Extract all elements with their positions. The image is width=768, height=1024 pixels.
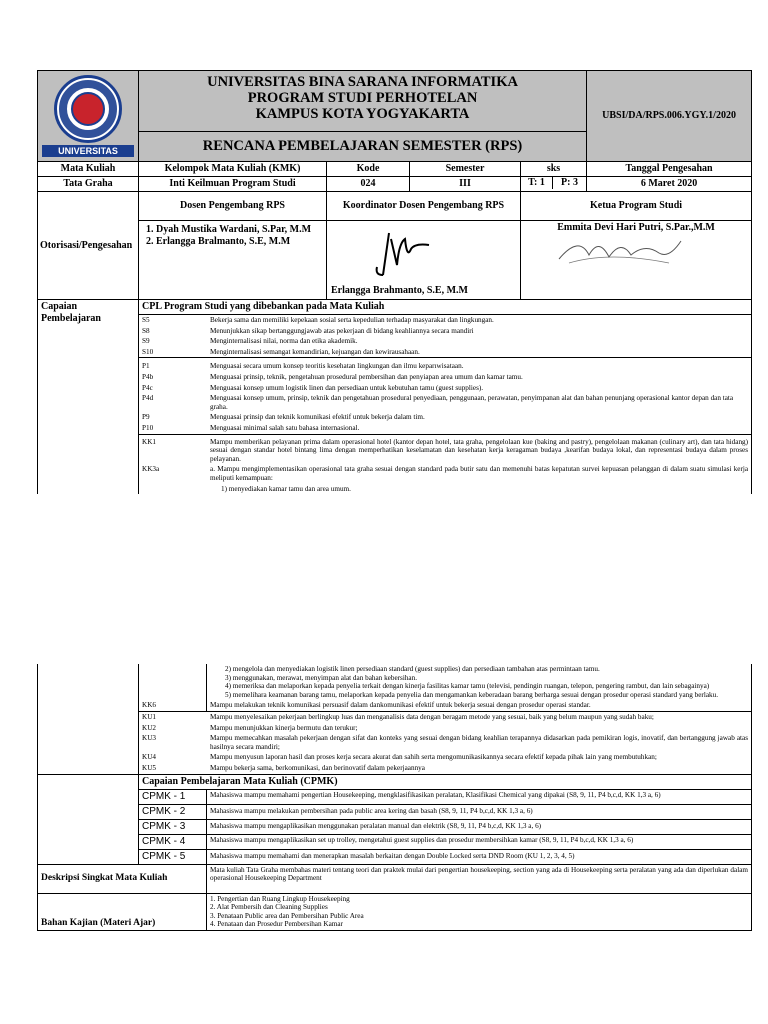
bahan-item: 2. Alat Pembersih dan Cleaning Supplies bbox=[210, 903, 328, 912]
logo-label: UNIVERSITAS bbox=[42, 145, 134, 157]
cpl-code: S10 bbox=[142, 347, 154, 356]
bahan-item: 4. Penataan dan Prosedur Pembersihan Kamar bbox=[210, 920, 343, 929]
university-logo bbox=[54, 75, 122, 143]
dev-header: Dosen Pengembang RPS bbox=[139, 192, 327, 221]
cpl-text: Mampu bekerja sama, berkomunikasi, dan berinovatif dalam pekerjaannya bbox=[210, 763, 425, 772]
cpl-code: KU3 bbox=[142, 734, 156, 743]
cpl-ku-block bbox=[139, 711, 752, 774]
cpl-kk-block bbox=[139, 434, 752, 494]
cpl-subitem: 2) mengelola dan menyediakan logistik linen persediaan standard (guest supplies) dan persediaan tambahan atas permintaan tamu. bbox=[225, 665, 600, 673]
coord-cell bbox=[327, 221, 521, 300]
auth-label: Otorisasi/Pengesahan bbox=[38, 192, 139, 300]
cpl-p-list bbox=[139, 358, 751, 433]
cpmk-label-cell bbox=[38, 774, 139, 864]
document-code: UBSI/DA/RPS.006.YGY.1/2020 bbox=[587, 71, 752, 162]
cpl-code: P4b bbox=[142, 372, 154, 381]
kk-code-blank bbox=[139, 664, 207, 700]
cpl-text: a. Mampu mengimplementasikan operasional tata graha sesuai dengan standard pada butir satu dan memenuhi batas kepatutan survei kepuasan pelanggan di dalam suatu simulasi kerja meliputi kemampuan: bbox=[210, 465, 749, 482]
dev-names bbox=[139, 221, 327, 300]
kk3a-cont bbox=[207, 664, 752, 700]
head-signature bbox=[549, 229, 689, 269]
cpl-text: Menguasai minimal salah satu bahasa internasional. bbox=[210, 423, 360, 432]
header-kmk: Kelompok Mata Kuliah (KMK) bbox=[139, 162, 327, 177]
continuation-label-cell bbox=[38, 664, 139, 774]
logo-cell bbox=[38, 71, 139, 162]
bahan-item: 3. Penataan Public area dan Pembersihan Public Area bbox=[210, 911, 364, 920]
cpl-code: P1 bbox=[142, 362, 150, 371]
sks-theory: T: 1 bbox=[521, 177, 553, 189]
cpl-text: Mampu melakukan teknik komunikasi persuasif dalam dankomunikasi efektif untuk bekerja sesuai dengan prosedur operasi standar. bbox=[207, 700, 752, 711]
cpmk-text: Mahasiswa mampu melakukan pembersihan pada public area kering dan basah (S8, 9, 11, P4 b,c,d, KK 1,3 a, 6) bbox=[207, 804, 752, 819]
coord-header: Koordinator Dosen Pengembang RPS bbox=[327, 192, 521, 221]
cpl-code: KU2 bbox=[142, 723, 156, 732]
cpl-text: Mampu menyusun laporan hasil dan proses kerja secara akurat dan sahih serta mengomunikasikannya secara efektif kepada pihak lain yang membutuhkan; bbox=[210, 753, 657, 762]
coord-signature bbox=[369, 225, 439, 281]
cpl-text: Menguasai secara umum konsep teoritis kesehatan lingkungan dan ilmu keparıwisataan. bbox=[210, 362, 464, 371]
header-semester: Semester bbox=[410, 162, 521, 177]
cpl-title: CPL Program Studi yang dibebankan pada Mata Kuliah bbox=[139, 300, 752, 315]
bahan-list bbox=[207, 893, 752, 930]
cpl-subitem: 1) menyediakan kamar tamu dan area umum. bbox=[221, 484, 351, 493]
header-mata-kuliah: Mata Kuliah bbox=[38, 162, 139, 177]
cpmk-code: CPMK - 5 bbox=[139, 849, 207, 864]
page-2 bbox=[0, 660, 768, 1024]
cpmk-code: CPMK - 3 bbox=[139, 819, 207, 834]
cpl-text: Bekerja sama dan memiliki kepekaan sosial serta kepedulian terhadap masyarakat dan lingkungan. bbox=[210, 316, 494, 324]
cpl-code: P4d bbox=[142, 394, 154, 403]
cpl-code: KK6 bbox=[139, 700, 207, 711]
cpl-text: Mampu menyelesaikan pekerjaan berlingkup luas dan menganalisis data dengan beragam metode yang sesuai, baik yang belum maupun yang sudah baku; bbox=[210, 712, 654, 721]
cpl-code: KU1 bbox=[142, 712, 156, 721]
header-kode: Kode bbox=[327, 162, 410, 177]
title-block bbox=[139, 71, 587, 132]
cpl-kk-list bbox=[139, 435, 751, 495]
cpl-code: KK3a bbox=[142, 465, 160, 474]
cpmk-code: CPMK - 2 bbox=[139, 804, 207, 819]
cpl-p-block bbox=[139, 358, 752, 434]
course-date: 6 Maret 2020 bbox=[587, 177, 752, 192]
course-semester: III bbox=[410, 177, 521, 192]
dev-name-1: 1. Dyah Mustika Wardani, S.Par, M.M bbox=[156, 224, 323, 236]
course-code: 024 bbox=[327, 177, 410, 192]
header-sks: sks bbox=[521, 162, 587, 177]
cpl-code: P10 bbox=[142, 423, 154, 432]
cpl-subitem: 3) menggunakan, merawat, menyimpan alat dan bahan kebersihan. bbox=[225, 673, 417, 682]
dev-name-2: 2. Erlangga Bralmanto, S.E, M.M bbox=[156, 236, 323, 248]
cpmk-code: CPMK - 1 bbox=[139, 789, 207, 804]
cpl-code: S5 bbox=[142, 316, 150, 324]
cpl-subitem: 4) memeriksa dan melaporkan kepada penyelia terkait dengan kinerja fasilitas kamar tamu (televisi, pendingin ruangan, telepon, pengering rambut, dan lain sebagainya) bbox=[225, 682, 710, 691]
cpl-code: P9 bbox=[142, 413, 150, 422]
coord-name: Erlangga Brahmanto, S.E, M.M bbox=[331, 285, 468, 296]
cpmk-title: Capaian Pembelajaran Mata Kuliah (CPMK) bbox=[139, 774, 752, 789]
rps-header-table bbox=[37, 70, 752, 494]
head-cell bbox=[521, 221, 752, 300]
program-name: PROGRAM STUDI PERHOTELAN bbox=[247, 90, 478, 106]
cpl-text: Mampu menunjukkan kinerja bermutu dan terukur; bbox=[210, 723, 358, 732]
bahan-item: 1. Pengertian dan Ruang Lingkup Housekeeping bbox=[210, 894, 350, 903]
cpl-ku-list bbox=[139, 712, 751, 774]
document-title: RENCANA PEMBELAJARAN SEMESTER (RPS) bbox=[139, 131, 587, 161]
cpl-code: KK1 bbox=[142, 437, 156, 446]
cpl-code: KU4 bbox=[142, 753, 156, 762]
university-name: UNIVERSITAS BINA SARANA INFORMATIKA bbox=[207, 74, 518, 90]
cpl-code: S8 bbox=[142, 326, 150, 335]
sks-practice: P: 3 bbox=[561, 177, 578, 188]
cpl-text: Mampu memberikan pelayanan prima dalam operasional hotel (kantor depan hotel, tata graha, pengelolaan kue (baking and pastry), pengelolaan makanan (culinary art), dan tata hidang) sesuai dengan standar hotel bintang lima dengan memperhatikan keselamatan dan kesehatan kerja keragaman budaya ,kearifan budaya lokal, dan representasi budaya dalam proses pelayanan. bbox=[210, 437, 749, 463]
cpmk-text: Mahasiswa mampu mengaplikasikan set up trolley, mengetahui guest supplies dan prosedur membersihkan kamar (S8, 9, 11, P4 b,c,d, KK 1,3 a, 6) bbox=[207, 834, 752, 849]
cpl-subitem: 5) memelihara keamanan barang tamu, melaporkan kepada penyelia dan mengamankan keberadaan barang berharga sesuai dengan prosedur operasi standard yang berlaku. bbox=[225, 690, 718, 699]
cpl-code: P4c bbox=[142, 383, 153, 392]
rps-continuation-table bbox=[37, 664, 752, 931]
deskripsi-text: Mata kuliah Tata Graha membahas materi tentang teori dan praktek mulai dari pengertian housekeeping, section yang ada di Housekeeping serta peralatan yang ada dan diperlukan dalam operasional Housekeeping Department bbox=[207, 864, 752, 893]
bahan-label: Bahan Kajian (Materi Ajar) bbox=[38, 893, 207, 930]
cpl-text: Menguasai prinsip dan teknik komunikasi efektif untuk bekerja dalam tim. bbox=[210, 413, 425, 422]
campus-name: KAMPUS KOTA YOGYAKARTA bbox=[255, 106, 470, 122]
header-tanggal: Tanggal Pengesahan bbox=[587, 162, 752, 177]
head-name: Emmita Devi Hari Putri, S.Par.,M.M bbox=[557, 222, 715, 233]
cpl-text: Menguasai prinsip, teknik, pengetahuan prosedural pembersihan dan penyiapan area umum dan kamar tamu. bbox=[210, 372, 523, 381]
cpl-label: Capaian Pembelajaran bbox=[38, 300, 139, 495]
course-name: Tata Graha bbox=[38, 177, 139, 192]
cpmk-text: Mahasiswa mampu memahami dan menerapkan masalah berkaitan dengan Double Locked serta DND Room (KU 1, 2, 3, 4, 5) bbox=[207, 849, 752, 864]
cpl-text: Menginternalisasi semangat kemandirian, kejuangan dan kewirausahaan. bbox=[210, 347, 420, 356]
cpmk-text: Mahasiswa mampu memahami pengertian Housekeeping, mengklasifikasikan peralatan, Klasifikasi Chemical yang dipakai (S8, 9, 11, P4 b,c,d, KK 1,3 a, 6) bbox=[207, 789, 752, 804]
cpmk-code: CPMK - 4 bbox=[139, 834, 207, 849]
cpl-text: Menguasai konsep umum, prinsip, teknik dan pengetahuan prosedural penyediaan, penggunaan, perawatan, penyimpanan alat dan bahan penunjang operasional kantor depan dan tata graha. bbox=[210, 394, 734, 411]
cpl-text: Menginternalisasi nilai, norma dan etika akademik. bbox=[210, 337, 358, 346]
cpl-text: Menguasai konsep umum logistik linen dan persediaan untuk kebutuhan tamu (guest supplies). bbox=[210, 383, 484, 392]
cpl-s-block bbox=[139, 315, 752, 358]
cpmk-text: Mahasiswa mampu mengaplikasikan menggunakan peralatan manual dan elektrik (S8, 9, 11, P4 b,c,d, KK 1,3 a, 6) bbox=[207, 819, 752, 834]
cpl-code: S9 bbox=[142, 337, 150, 346]
cpl-code: KU5 bbox=[142, 763, 156, 772]
deskripsi-label: Deskripsi Singkat Mata Kuliah bbox=[38, 864, 207, 893]
cpl-s-list bbox=[139, 315, 751, 357]
cpl-text: Mampu memecahkan masalah pekerjaan dengan sifat dan konteks yang sesuai dengan bidang keahlian terapannya didasarkan pada pemikiran logis, inovatif, dan bertanggung jawab atas hasilnya secara mandiri; bbox=[210, 734, 748, 751]
course-group: Inti Keilmuan Program Studi bbox=[139, 177, 327, 192]
head-header: Ketua Program Studi bbox=[521, 192, 752, 221]
course-sks bbox=[521, 177, 587, 192]
cpl-text: Menunjukkan sikap bertanggungjawab atas pekerjaan di bidang keahliannya secara mandiri bbox=[210, 326, 474, 335]
